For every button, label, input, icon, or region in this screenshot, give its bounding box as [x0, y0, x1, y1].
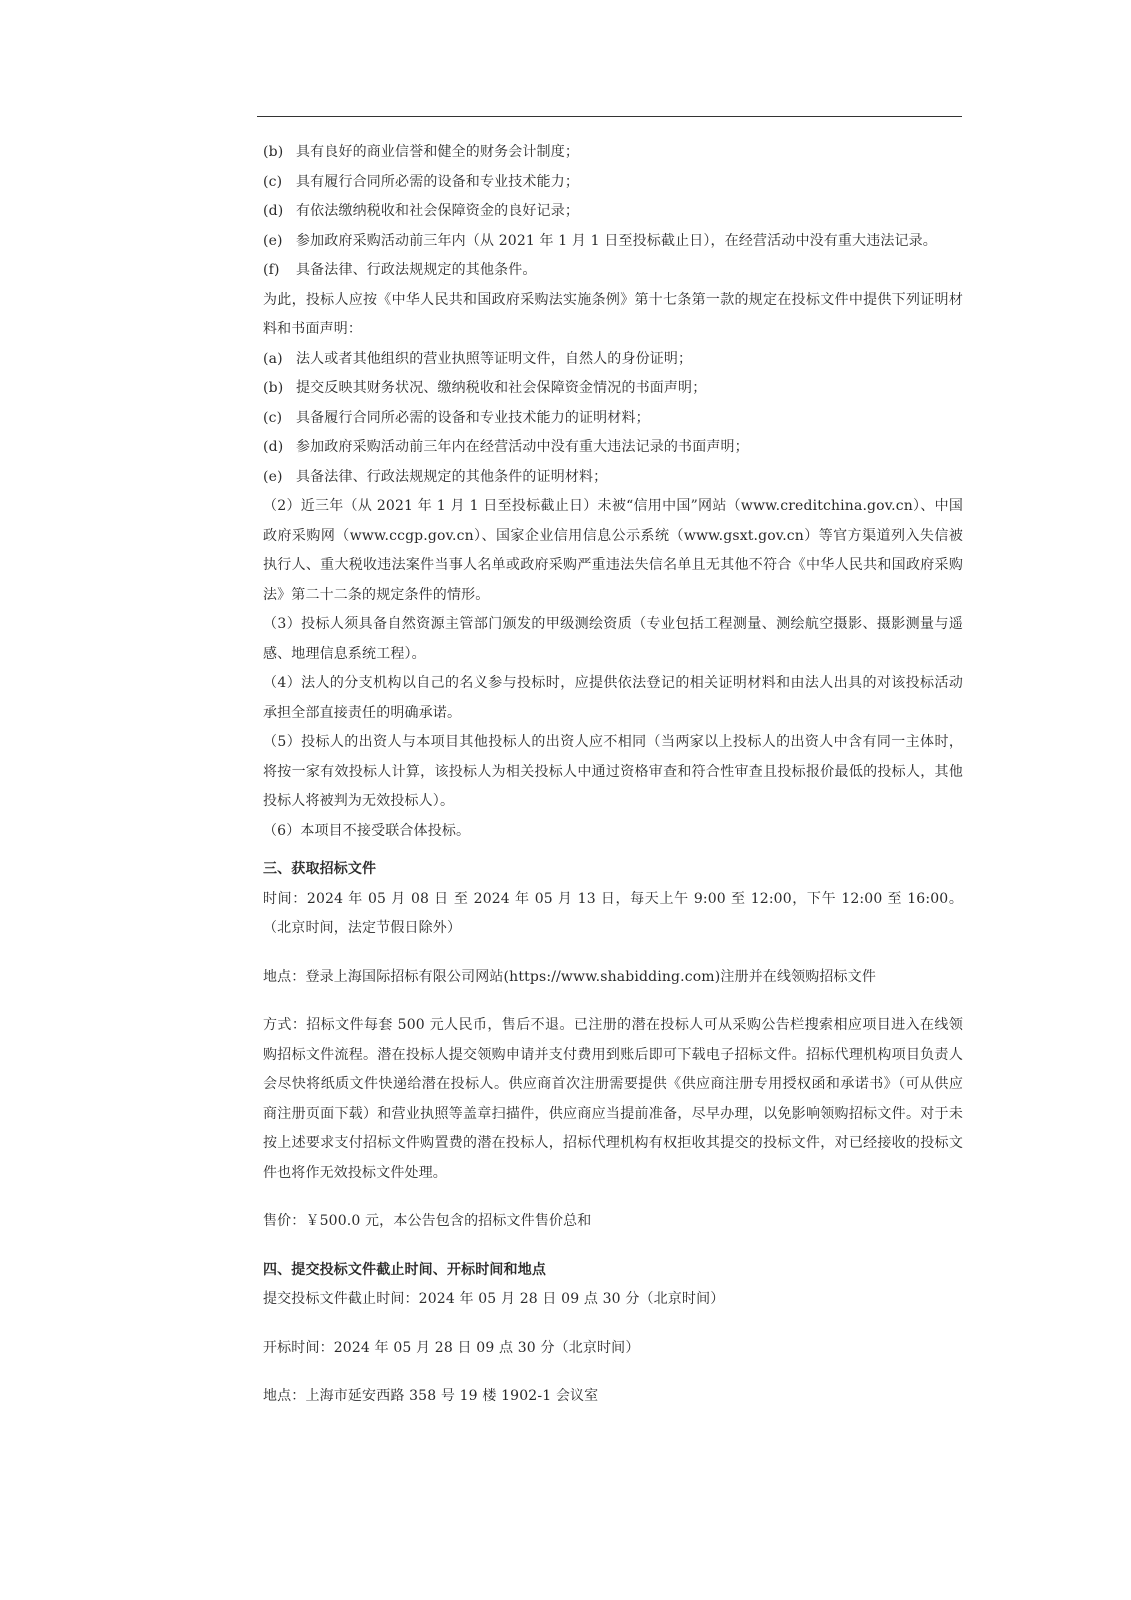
list-item	[263, 433, 963, 463]
purchase-method: 方式：招标文件每套 500 元人民币，售后不退。已注册的潜在投标人可从采购公告栏搜索相应项目进入在线领购招标文件流程。潜在投标人提交领购申请并支付费用到账后即可下载电子招标文件。招标代理机构项目负责人会尽快将纸质文件快递给潜在投标人。供应商首次注册需要提供《供应商注册专用授权函和承诺书》（可从供应商注册页面下载）和营业执照等盖章扫描件，供应商应当提前准备，尽早办理，以免影响领购招标文件。对于未按上述要求支付招标文件购置费的潜在投标人，招标代理机构有权拒收其提交的投标文件，对已经接收的投标文件也将作无效投标文件处理。	[263, 1017, 963, 1181]
item-label: (f)	[263, 262, 280, 278]
item-label: (e)	[263, 232, 283, 249]
item-text: 提交反映其财务状况、缴纳税收和社会保障资金情况的书面声明；	[296, 380, 707, 396]
purchase-price: 售价：￥500.0 元，本公告包含的招标文件售价总和	[263, 1213, 592, 1229]
item-text: 具备法律、行政法规规定的其他条件。	[296, 262, 537, 278]
list-item	[263, 463, 963, 493]
opening-location: 地点：上海市延安西路 358 号 19 楼 1902-1 会议室	[263, 1388, 599, 1404]
item-text: 投标人的出资人与本项目其他投标人的出资人应不相同（当两家以上投标人的出资人中含有同一主体时，将按一家有效投标人计算，该投标人为相关投标人中通过资格审查和符合性审查且投标报价最低的投标人，其他投标人将被判为无效投标人）。	[263, 734, 963, 809]
item-label: (d)	[263, 203, 284, 219]
section-heading: 四、提交投标文件截止时间、开标时间和地点	[263, 1261, 546, 1278]
item-text: 法人的分支机构以自己的名义参与投标时，应提供依法登记的相关证明材料和由法人出具的对该投标活动承担全部直接责任的明确承诺。	[263, 675, 963, 721]
item-text: 有依法缴纳税收和社会保障资金的良好记录；	[296, 203, 579, 219]
numbered-paragraph	[263, 728, 963, 817]
item-label: （3）	[263, 616, 302, 632]
list-item	[263, 345, 963, 375]
document-body	[263, 138, 963, 1412]
item-text: 参加政府采购活动前三年内在经营活动中没有重大违法记录的书面声明；	[296, 439, 749, 455]
item-label: （5）	[263, 734, 302, 750]
item-label: (a)	[263, 350, 283, 367]
item-label: (d)	[263, 439, 284, 455]
item-text: 本项目不接受联合体投标。	[300, 822, 471, 839]
item-text: 投标人须具备自然资源主管部门颁发的甲级测绘资质（专业包括工程测量、测绘航空摄影、摄影测量与遥感、地理信息系统工程）。	[263, 616, 963, 662]
purchase-place: 地点：登录上海国际招标有限公司网站(https://www.shabidding.com)注册并在线领购招标文件	[263, 968, 876, 985]
item-text: 参加政府采购活动前三年内（从 2021 年 1 月 1 日至投标截止日），在经营活动中没有重大违法记录。	[296, 232, 937, 249]
item-label: (e)	[263, 468, 283, 485]
item-label: (b)	[263, 144, 284, 160]
list-item	[263, 256, 963, 286]
intro-paragraph: 为此，投标人应按《中华人民共和国政府采购法实施条例》第十七条第一款的规定在投标文件中提供下列证明材料和书面声明：	[263, 291, 963, 337]
item-label: （2）	[263, 498, 301, 514]
section-heading: 三、获取招标文件	[263, 861, 377, 877]
item-label: (c)	[263, 173, 283, 190]
numbered-paragraph	[263, 492, 963, 610]
item-text: 具备履行合同所必需的设备和专业技术能力的证明材料；	[296, 409, 650, 426]
item-label: （6）	[263, 822, 301, 839]
numbered-paragraph	[263, 669, 963, 728]
list-item	[263, 374, 963, 404]
header-rule	[257, 116, 962, 117]
list-item	[263, 404, 963, 434]
opening-time: 开标时间：2024 年 05 月 28 日 09 点 30 分（北京时间）	[263, 1339, 640, 1356]
item-text: 法人或者其他组织的营业执照等证明文件，自然人的身份证明；	[296, 350, 693, 367]
item-label: (b)	[263, 380, 284, 396]
item-text: 具有良好的商业信誉和健全的财务会计制度；	[296, 144, 579, 160]
numbered-paragraph	[263, 610, 963, 669]
list-item	[263, 227, 963, 257]
item-text: 具备法律、行政法规规定的其他条件的证明材料；	[296, 468, 608, 485]
item-label: （4）	[263, 675, 302, 691]
numbered-paragraph	[263, 817, 963, 847]
purchase-time: 时间：2024 年 05 月 08 日 至 2024 年 05 月 13 日，每天上午 9:00 至 12:00，下午 12:00 至 16:00。（北京时间，法定节假日除外）	[263, 890, 963, 936]
list-item	[263, 138, 963, 168]
submission-deadline: 提交投标文件截止时间：2024 年 05 月 28 日 09 点 30 分（北京时间）	[263, 1291, 725, 1307]
item-text: 近三年（从 2021 年 1 月 1 日至投标截止日）未被“信用中国”网站（www.creditchina.gov.cn）、中国政府采购网（www.ccgp.gov.cn）、国家企业信用信息公示系统（www.gsxt.gov.cn）等官方渠道列入失信被执行人、重大税收违法案件当事人名单或政府采购严重违法失信名单且无其他不符合《中华人民共和国政府采购法》第二十二条的规定条件的情形。	[263, 498, 963, 603]
list-item	[263, 197, 963, 227]
list-item	[263, 168, 963, 198]
item-text: 具有履行合同所必需的设备和专业技术能力；	[296, 173, 579, 190]
item-label: (c)	[263, 409, 283, 426]
